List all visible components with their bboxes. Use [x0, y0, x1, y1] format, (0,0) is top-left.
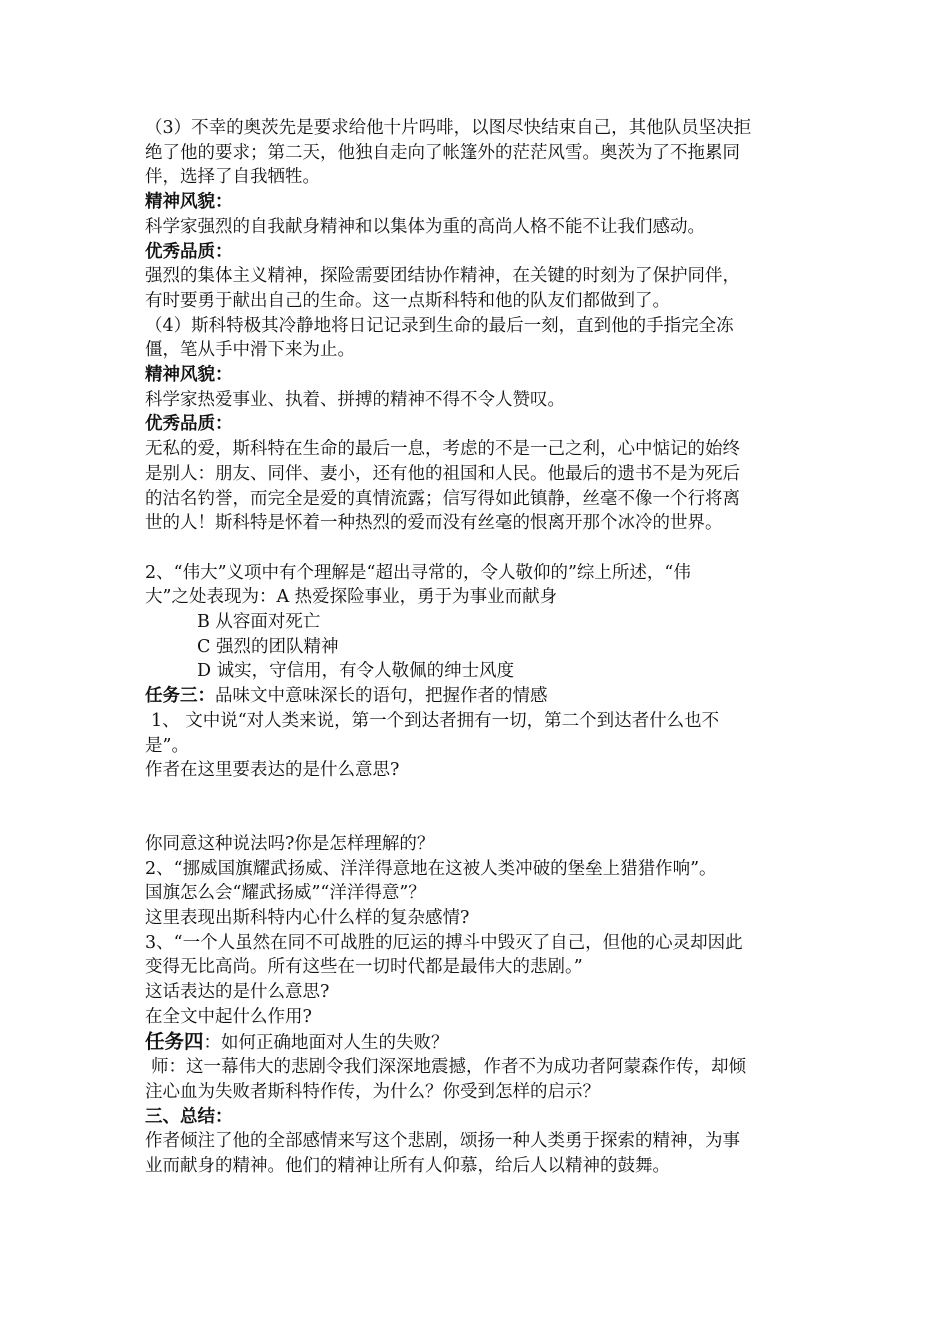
paragraph-line: 1、 文中说“对人类来说，第一个到达者拥有一切，第二个到达者什么也不 — [151, 710, 720, 731]
paragraph-line: 是别人：朋友、同伴、妻小，还有他的祖国和人民。他最后的遗书不是为死后 — [145, 463, 740, 484]
paragraph-line: 这里表现出斯科特内心什么样的复杂感情? — [145, 908, 470, 929]
section-heading: 优秀品质： — [145, 414, 233, 435]
paragraph-line: 师：这一幕伟大的悲剧令我们深深地震撼，作者不为成功者阿蒙森作传，却倾 — [151, 1057, 746, 1078]
section-heading: 三、总结： — [145, 1106, 233, 1127]
paragraph-line: 在全文中起什么作用? — [145, 1006, 312, 1027]
paragraph-line: 变得无比高尚。所有这些在一切时代都是最伟大的悲剧。” — [145, 957, 583, 978]
blank-gap — [145, 783, 813, 832]
paragraph-line: （3）不幸的奥茨先是要求给他十片吗啡，以图尽快结束自己，其他队员坚决拒 — [145, 118, 752, 138]
list-item: B 从容面对死亡 — [197, 612, 321, 633]
paragraph-line: 科学家强烈的自我献身精神和以集体为重的高尚人格不能不让我们感动。 — [145, 216, 705, 237]
paragraph-line: 国旗怎么会“耀武扬威”“洋洋得意”？ — [145, 883, 426, 904]
section-heading: 优秀品质： — [145, 241, 233, 262]
task-text: 品味文中意味深长的语句，把握作者的情感 — [215, 686, 548, 707]
task-heading — [145, 1030, 813, 1056]
paragraph-line: 有时要勇于献出自己的生命。这一点斯科特和他的队友们都做到了。 — [145, 290, 670, 311]
paragraph-line: 的沽名钓誉，而完全是爱的真情流露；信写得如此镇静，丝毫不像一个行将离 — [145, 488, 740, 509]
list-item: C 强烈的团队精神 — [197, 636, 339, 657]
paragraph-line: 作者倾注了他的全部感情来写这个悲剧，颂扬一种人类勇于探索的精神，为事 — [145, 1131, 740, 1152]
paragraph-line: 这话表达的是什么意思? — [145, 982, 330, 1003]
paragraph-line: 大”之处表现为：A 热爱探险事业，勇于为事业而献身 — [145, 587, 558, 608]
paragraph-line: 业而献身的精神。他们的精神让所有人仰慕，给后人以精神的鼓舞。 — [145, 1156, 670, 1177]
paragraph-line: 强烈的集体主义精神，探险需要团结协作精神，在关键的时刻为了保护同伴， — [145, 266, 740, 287]
paragraph-line: 世的人！斯科特是怀着一种热烈的爱而没有丝毫的恨离开那个冰冷的世界。 — [145, 513, 723, 534]
task-text: ：如何正确地面对人生的失败？ — [203, 1032, 449, 1053]
task-label: 任务四 — [145, 1029, 204, 1053]
list-item: D 诚实，守信用，有令人敬佩的绅士风度 — [197, 661, 515, 682]
section-heading: 精神风貌： — [145, 192, 233, 213]
paragraph-line: 注心血为失败者斯科特作传，为什么？你受到怎样的启示？ — [145, 1082, 600, 1102]
paragraph-line: 作者在这里要表达的是什么意思? — [145, 760, 400, 781]
paragraph-line: 你同意这种说法吗?你是怎样理解的？ — [145, 833, 435, 854]
paragraph-line: 2、“伟大”义项中有个理解是“超出寻常的，令人敬仰的”综上所述，“伟 — [145, 562, 691, 583]
paragraph-line: 2、“挪威国旗耀武扬威、洋洋得意地在这被人类冲破的堡垒上猎猎作响”。 — [145, 858, 717, 879]
task-label: 任务三： — [145, 686, 215, 707]
section-heading: 精神风貌： — [145, 365, 233, 386]
paragraph-line: 是”。 — [145, 735, 189, 756]
paragraph-line: 绝了他的要求；第二天，他独自走向了帐篷外的茫茫风雪。奥茨为了不拖累同 — [145, 142, 740, 163]
document-body — [145, 116, 813, 1179]
paragraph-line: 僵，笔从手中滑下来为止。 — [145, 340, 355, 361]
task-heading — [145, 684, 813, 709]
paragraph-line: 3、“一个人虽然在同不可战胜的厄运的搏斗中毁灭了自己，但他的心灵却因此 — [145, 932, 743, 953]
blank-line — [145, 536, 813, 561]
paragraph-line: 伴，选择了自我牺牲。 — [145, 167, 320, 188]
paragraph-line: 无私的爱，斯科特在生命的最后一息，考虑的不是一己之利，心中惦记的始终 — [145, 439, 740, 460]
paragraph-line: （4）斯科特极其冷静地将日记记录到生命的最后一刻，直到他的手指完全冻 — [145, 315, 734, 336]
paragraph-line: 科学家热爱事业、执着、拼搏的精神不得不令人赞叹。 — [145, 389, 565, 410]
